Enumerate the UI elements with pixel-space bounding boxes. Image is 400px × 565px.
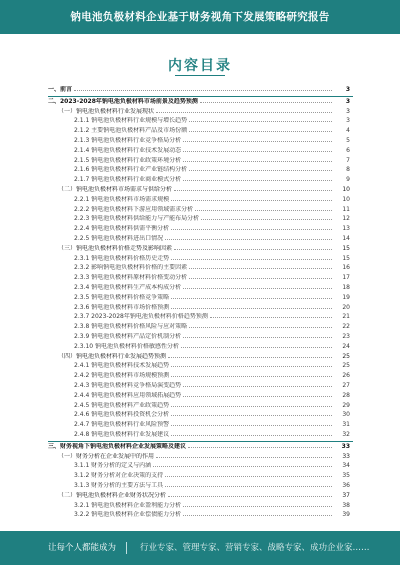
toc-page-number: 34	[342, 462, 350, 470]
toc-entry-label: （三）钠电池负极材料价格走势及影响因素	[58, 244, 173, 252]
toc-entry-label: 3.2.2 钠电池负极材料企业偿债能力分析	[74, 511, 182, 519]
toc-entry[interactable]	[0, 304, 400, 312]
toc-dot-leader	[153, 466, 332, 467]
toc-entry-label: （二）钠电池负极材料企业财务状况分析	[58, 491, 167, 499]
toc-entry[interactable]	[0, 294, 400, 302]
toc-entry[interactable]	[0, 86, 400, 94]
toc-page-number: 12	[342, 215, 350, 223]
toc-entry-label: 2.1.7 钠电池负极材料行业商业模式分析	[74, 176, 182, 184]
footer-slogan: 让每个人都能成为	[48, 543, 117, 553]
toc-page-number: 5	[346, 137, 350, 144]
toc-entry-label: 2.4.7 钠电池负极材料行业风险预警	[74, 421, 170, 429]
toc-entry-label: 2.2.1 钠电池负极材料市场需求规模	[74, 195, 170, 203]
toc-page-number: 26	[342, 372, 350, 380]
toc-entry-label: 2.4.4 钠电池负极材料应用领域拓展趋势	[74, 391, 182, 399]
toc-entry-label: 2.1.2 主要钠电池负极材料产品及市场份额	[74, 127, 188, 135]
toc-page-number: 10	[342, 195, 350, 203]
toc-entry-label: 二、2023-2028年钠电池负极材料市场前景及趋势预测	[48, 97, 198, 105]
toc-entry-label: 三、财务视角下钠电池负极材料企业发展策略及建议	[48, 442, 187, 450]
toc-entry[interactable]	[0, 255, 400, 263]
toc-page-number: 21	[342, 313, 350, 321]
toc-entry[interactable]	[0, 502, 400, 510]
toc-page-number: 3	[345, 86, 350, 93]
page-title: 内容目录	[168, 58, 232, 74]
toc-dot-leader	[183, 506, 332, 507]
toc-dot-leader	[189, 170, 332, 171]
toc-dot-leader	[183, 515, 332, 516]
toc-entry-label: 2.2.2 钠电池负极材料下游应用领域需求分析	[74, 205, 194, 213]
footer-tagline: 行业专家、管理专家、营销专家、战略专家、成功企业家……	[140, 543, 370, 553]
toc-dot-leader	[168, 496, 332, 497]
toc-dot-leader	[181, 347, 332, 348]
toc-entry-label: 一、前言	[48, 86, 73, 93]
toc-entry[interactable]	[0, 472, 400, 480]
toc-dot-leader	[171, 415, 332, 416]
toc-page-number: 3	[345, 97, 350, 105]
toc-entry[interactable]	[0, 353, 400, 361]
toc-entry-label: 2.1.5 钠电池负极材料行业政策环境分析	[74, 156, 182, 164]
toc-dot-leader	[171, 406, 332, 407]
toc-entry[interactable]	[0, 411, 400, 419]
toc-entry-label: 2.2.3 钠电池负极材料供给能力与产能布局分析	[74, 215, 200, 223]
toc-page-number: 29	[342, 401, 350, 409]
toc-entry[interactable]	[0, 98, 400, 106]
toc-entry-label: （一）财务分析在企业发展中的作用	[58, 452, 155, 460]
toc-dot-leader	[183, 151, 332, 152]
toc-dot-leader	[156, 457, 332, 458]
toc-dot-leader	[183, 386, 332, 387]
toc-dot-leader	[188, 447, 332, 448]
toc-dot-leader	[189, 278, 332, 279]
toc-entry[interactable]	[0, 362, 400, 370]
toc-page-number: 13	[342, 225, 350, 233]
toc-entry[interactable]	[0, 462, 400, 470]
toc-entry-label: 2.3.8 钠电池负极材料价格风险与应对策略	[74, 323, 188, 331]
toc-entry-label: 2.3.3 钠电池负极材料原材料价格变动分析	[74, 274, 188, 282]
toc-entry-label: 2.4.3 钠电池负极材料竞争格局演变趋势	[74, 382, 182, 389]
toc-entry-label: 2.1.1 钠电池负极材料行业规模与增长趋势	[74, 117, 188, 125]
toc-dot-leader	[171, 298, 332, 299]
header-bar	[0, 0, 400, 34]
toc-entry-label: （四）钠电池负极材料行业发展趋势预测	[58, 352, 167, 360]
toc-entry-label: 2.3.4 钠电池负极材料生产成本构成分析	[74, 284, 182, 291]
toc-entry[interactable]	[0, 117, 400, 125]
toc-entry[interactable]	[0, 421, 400, 429]
toc-entry[interactable]	[0, 333, 400, 341]
toc-page-number: 32	[342, 431, 350, 438]
toc-entry[interactable]	[0, 431, 400, 439]
toc-entry-label: 2.3.9 钠电池负极材料产品定价机制分析	[74, 333, 182, 340]
toc-entry[interactable]	[0, 206, 400, 214]
toc-page-number: 4	[346, 127, 350, 135]
table-of-contents	[0, 86, 400, 526]
toc-entry-label: （二）钠电池负极材料市场需求与供给分析	[58, 186, 173, 193]
toc-dot-leader	[201, 219, 332, 220]
toc-entry[interactable]	[0, 176, 400, 184]
toc-entry-label: 3.2.1 钠电池负极材料企业盈利能力分析	[74, 501, 182, 509]
toc-dot-leader	[174, 249, 332, 250]
toc-entry[interactable]	[0, 245, 400, 253]
toc-page-number: 8	[346, 166, 350, 174]
toc-entry-label: 2.4.8 钠电池负极材料行业发展建议	[74, 431, 170, 438]
toc-entry-label: 2.3.1 钠电池负极材料价格历史走势	[74, 254, 170, 262]
toc-page-number: 15	[342, 244, 350, 252]
toc-page-number: 33	[342, 452, 350, 460]
toc-page-number: 3	[346, 117, 350, 125]
toc-dot-leader	[183, 337, 332, 338]
toc-entry-label: 2.2.5 钠电池负极材料进出口情况	[74, 235, 164, 242]
toc-dot-leader	[174, 190, 332, 191]
toc-entry[interactable]	[0, 492, 400, 500]
section-separator	[48, 96, 353, 97]
toc-page-number: 35	[342, 472, 350, 480]
toc-page-number: 17	[342, 274, 350, 282]
toc-page-number: 36	[342, 482, 350, 489]
toc-page-number: 20	[342, 303, 350, 311]
toc-entry[interactable]	[0, 453, 400, 461]
toc-dot-leader	[189, 268, 332, 269]
toc-entry-label: 2.3.6 钠电池负极材料市场价格预测	[74, 303, 170, 311]
toc-entry[interactable]	[0, 274, 400, 282]
toc-page-number: 23	[342, 333, 350, 340]
toc-page-number: 31	[342, 421, 350, 429]
toc-entry[interactable]	[0, 482, 400, 490]
toc-entry-label: 2.2.4 钠电池负极材料供需平衡分析	[74, 225, 170, 233]
toc-entry-label: 3.1.3 财务分析的主要方法与工具	[74, 482, 164, 489]
toc-dot-leader	[168, 357, 332, 358]
toc-dot-leader	[195, 210, 332, 211]
toc-page-number: 33	[341, 442, 350, 450]
toc-page-number: 15	[342, 254, 350, 262]
toc-dot-leader	[171, 435, 332, 436]
toc-dot-leader	[189, 327, 332, 328]
section-separator	[48, 441, 353, 442]
toc-entry[interactable]	[0, 382, 400, 390]
toc-entry[interactable]	[0, 443, 400, 451]
header-title: 钠电池负极材料企业基于财务视角下发展策略研究报告	[70, 11, 330, 23]
toc-entry[interactable]	[0, 323, 400, 331]
toc-entry-label: 3.1.1 财务分析的定义与内涵	[74, 462, 152, 470]
toc-entry[interactable]	[0, 108, 400, 116]
toc-dot-leader	[183, 288, 332, 289]
toc-dot-leader	[156, 112, 332, 113]
toc-entry-label: 2.1.3 钠电池负极材料行业竞争格局分析	[74, 137, 182, 144]
toc-entry-label: 2.1.6 钠电池负极材料行业产业链结构分析	[74, 166, 188, 174]
toc-page-number: 39	[342, 511, 350, 519]
toc-page-number: 22	[342, 323, 350, 331]
toc-dot-leader	[171, 229, 332, 230]
toc-page-number: 25	[342, 362, 350, 370]
toc-dot-leader	[171, 425, 332, 426]
toc-entry-label: 2.3.10 钠电池负极材料价格敏感性分析	[74, 342, 179, 350]
toc-page-number: 3	[346, 107, 350, 115]
toc-entry[interactable]	[0, 264, 400, 272]
toc-page-number: 6	[346, 146, 350, 154]
toc-dot-leader	[171, 200, 332, 201]
toc-entry[interactable]	[0, 196, 400, 204]
toc-entry[interactable]	[0, 372, 400, 380]
toc-page-number: 28	[342, 391, 350, 399]
toc-entry[interactable]	[0, 392, 400, 400]
toc-entry[interactable]	[0, 186, 400, 194]
toc-entry[interactable]	[0, 166, 400, 174]
toc-dot-leader	[171, 376, 332, 377]
toc-dot-leader	[171, 308, 332, 309]
toc-entry[interactable]	[0, 157, 400, 165]
toc-entry[interactable]	[0, 137, 400, 145]
toc-entry[interactable]	[0, 127, 400, 135]
toc-entry-label: 2.4.6 钠电池负极材料投资机会分析	[74, 411, 170, 419]
toc-dot-leader	[171, 366, 332, 367]
toc-page-number: 18	[342, 284, 350, 291]
toc-dot-leader	[189, 121, 332, 122]
footer-bar	[0, 531, 400, 565]
toc-entry-label: 2.3.7 2023-2028年钠电池负极材料价格趋势预测	[74, 313, 208, 321]
toc-entry-label: （一）钠电池负极材料行业发展现状	[58, 107, 155, 115]
toc-dot-leader	[189, 131, 332, 132]
toc-entry-label: 2.4.1 钠电池负极材料技术发展趋势	[74, 362, 170, 370]
toc-entry-label: 2.3.2 影响钠电池负极材料价格的主要因素	[74, 264, 188, 272]
toc-page-number: 37	[342, 491, 350, 499]
toc-dot-leader	[183, 161, 332, 162]
toc-page-number: 25	[342, 352, 350, 360]
toc-entry-label: 2.4.5 钠电池负极材料产业政策趋势	[74, 401, 170, 409]
toc-dot-leader	[171, 259, 332, 260]
toc-page-number: 30	[342, 411, 350, 419]
toc-dot-leader	[183, 180, 332, 181]
toc-page-number: 16	[342, 264, 350, 272]
toc-entry-label: 2.3.5 钠电池负极材料价格竞争策略	[74, 293, 170, 301]
toc-entry[interactable]	[0, 313, 400, 321]
toc-entry-label: 2.1.4 钠电池负极材料行业技术发展动态	[74, 146, 182, 154]
toc-page-number: 24	[342, 342, 350, 350]
toc-entry-label: 2.4.2 钠电池负极材料市场规模预测	[74, 372, 170, 380]
toc-dot-leader	[165, 239, 332, 240]
toc-page-number: 11	[342, 205, 350, 213]
toc-page-number: 10	[342, 186, 350, 193]
toc-entry[interactable]	[0, 284, 400, 292]
toc-page-number: 19	[342, 293, 350, 301]
toc-page-number: 7	[346, 156, 350, 164]
toc-dot-leader	[165, 486, 332, 487]
toc-entry[interactable]	[0, 402, 400, 410]
toc-dot-leader	[210, 317, 332, 318]
toc-dot-leader	[74, 90, 332, 91]
toc-page-number: 14	[342, 235, 350, 242]
toc-dot-leader	[183, 141, 332, 142]
toc-entry-label: 3.1.2 财务分析对企业决策的支持	[74, 472, 164, 480]
toc-dot-leader	[183, 396, 332, 397]
toc-dot-leader	[200, 102, 332, 103]
title-underline	[175, 75, 225, 76]
toc-entry[interactable]	[0, 343, 400, 351]
toc-page-number: 38	[342, 501, 350, 509]
footer-divider	[126, 542, 127, 554]
toc-entry[interactable]	[0, 225, 400, 233]
toc-page-number: 9	[346, 176, 350, 184]
toc-page-number: 27	[342, 382, 350, 389]
toc-dot-leader	[165, 476, 332, 477]
toc-entry[interactable]	[0, 235, 400, 243]
toc-entry[interactable]	[0, 511, 400, 519]
toc-entry[interactable]	[0, 147, 400, 155]
toc-entry[interactable]	[0, 215, 400, 223]
